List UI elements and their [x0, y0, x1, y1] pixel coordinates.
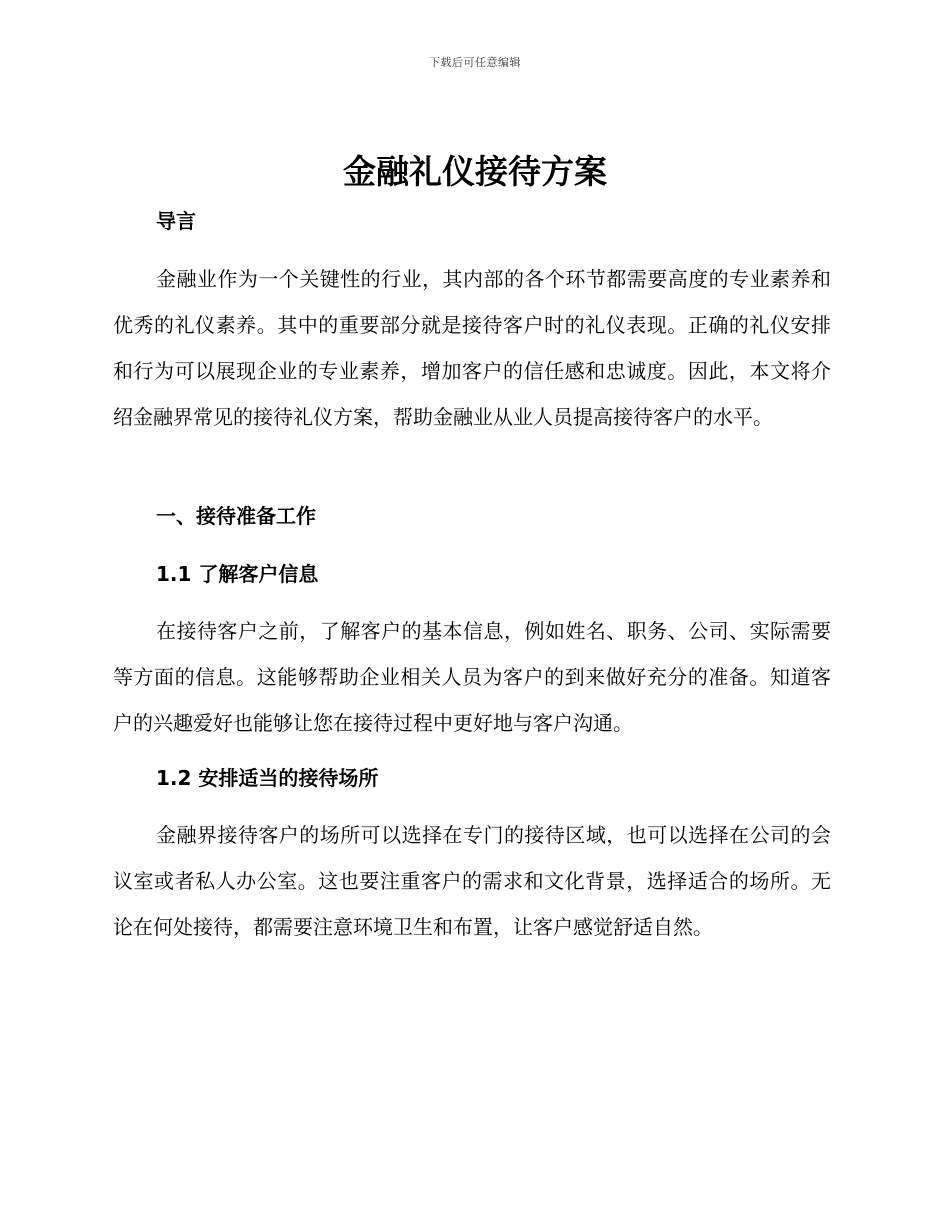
section-1-1-paragraph: 在接待客户之前，了解客户的基本信息，例如姓名、职务、公司、实际需要等方面的信息。这能够帮助企业相关人员为客户的到来做好充分的准备。知道客户的兴趣爱好也能够让您在接待过程中更好地与客户沟通。	[113, 619, 831, 735]
section-1-2-paragraph: 金融界接待客户的场所可以选择在专门的接待区域，也可以选择在公司的会议室或者私人办公室。这也要注重客户的需求和文化背景，选择适合的场所。无论在何处接待，都需要注意环境卫生和布置，让客户感觉舒适自然。	[113, 823, 831, 939]
intro-paragraph: 金融业作为一个关键性的行业，其内部的各个环节都需要高度的专业素养和优秀的礼仪素养。其中的重要部分就是接待客户时的礼仪表现。正确的礼仪安排和行为可以展现企业的专业素养，增加客户的信任感和忠诚度。因此，本文将介绍金融界常见的接待礼仪方案，帮助金融业从业人员提高接待客户的水平。	[113, 267, 831, 429]
header-note: 下载后可任意编辑	[429, 56, 521, 69]
document-title: 金融礼仪接待方案	[343, 152, 607, 191]
section-1-1-heading: 1.1 了解客户信息	[156, 562, 319, 586]
section-1-heading: 一、接待准备工作	[156, 504, 316, 528]
intro-heading: 导言	[156, 209, 196, 233]
section-1-2-heading: 1.2 安排适当的接待场所	[156, 766, 379, 790]
